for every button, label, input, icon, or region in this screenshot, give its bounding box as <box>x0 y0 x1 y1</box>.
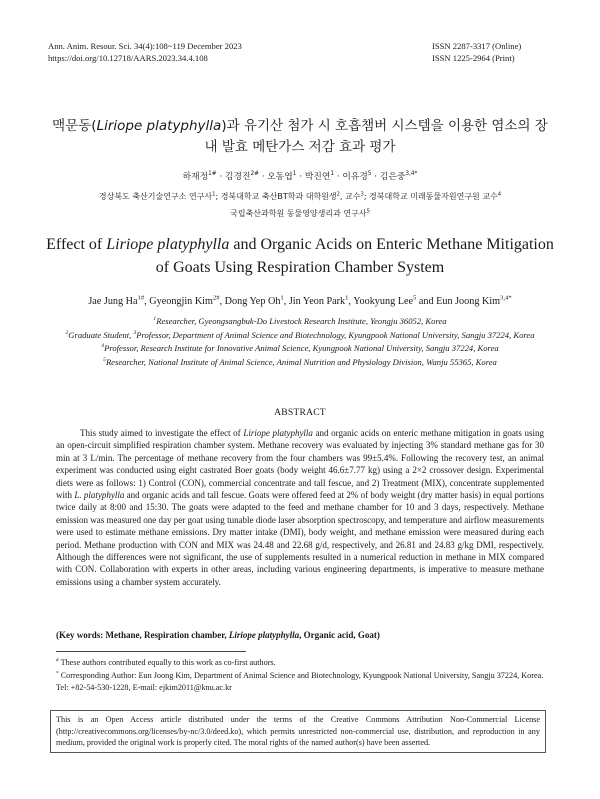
abstract-body: This study aimed to investigate the effect of Liriope platyphylla and organic acids on enteric methane mitigation in goats using an open-circuit simplified respiration chamber system. Methane recovery was evaluated by injecting 3% standard methane gas for 30 min at 3 L/min. The percentage of methane recovery from the four chambers was 99±5.4%. Following the recovery test, an animal experiment was conducted using eight castrated Boer goats (body weight 46.6±7.77 kg) using a 2×2 crossover design. Experimental diets were as follows: 1) Control (CON), commercial concentrate and tall fescue, and 2) Treatment (MIX), concentrate supplemented with L. platyphylla and organic acids and tall fescue. Goats were offered feed at 2% of body weight (dry matter basis) in equal portions twice daily at 8:00 and 15:30. The goats were adapted to the feed and methane chamber for 10 and 3 days, respectively. Methane emission was measured one day per goat using tunable diode laser absorption spectroscopy, and temperature and airflow measurements were used to estimate methane emissions. Dry matter intake (DMI), body weight, and methane emission were measured during each period. Methane production with CON and MIX was 24.48 and 22.68 g/d, respectively, and 26.81 and 24.83 g/kg DMI, respectively. Although the differences were not significant, the use of supplements resulted in a numerical reduction in methane in MIX compared with CON. Collaboration with experts in other areas, including various engineering departments, is imperative to measure methane emissions using a chamber system accurately. <box>56 428 544 587</box>
english-author: Gyeongjin Kim$^{2\#}$ <box>149 294 220 307</box>
english-affiliations <box>38 315 562 369</box>
issn-print: ISSN 1225-2964 (Print) <box>432 52 515 63</box>
english-authors: Jae Jung $Ha^{1\#}$, Gyeongjin Kim$^{2\#}$, Dong Yep Oh$^1$, Jin Yeon Park$^1$, Yookyung Lee$^5$ and Eun Joong Kim$^{3,4*}$ <box>88 294 512 307</box>
english-author: Jae Jung $Ha^{1\#}$ <box>88 294 145 307</box>
korean-affiliation-line: 경상북도 축산기술연구소 연구사$^1$; 경북대학교 축산BT학과 대학원생$^2$, 교수$^3$; 경북대학교 미래동물자원연구원 교수$^4$ <box>98 191 502 201</box>
english-title: Effect of Liriope platyphylla and Organic Acids on Enteric Methane Mitigation of Goats Using Respiration Chamber System <box>46 236 554 276</box>
korean-title-species: Liriope platyphylla <box>96 118 222 134</box>
issn-online: ISSN 2287-3317 (Online) <box>432 41 522 51</box>
english-author: Eun Joong Kim$^{3,4*}$ <box>436 294 512 307</box>
footnote-corresponding: * Corresponding Author: Eun Joong Kim, Department of Animal Science and Biotechnology, Kyungpook National University, Sangju 37224, Korea. Tel: +82-54-530-1228, E-mail: ejkim2011@knu.ac.kr <box>56 670 544 692</box>
english-author: Jin Yeon Park$^1$ <box>288 294 349 307</box>
journal-header <box>48 41 242 64</box>
korean-author: 이유경$^5$ <box>342 171 372 182</box>
affiliation: $^1$Researcher, Gyeongsangbuk-Do Livestock Research Institute, Yeongju 36052, Korea <box>153 316 447 326</box>
abstract-heading: ABSTRACT <box>274 407 326 418</box>
footnote-divider <box>56 651 246 652</box>
korean-title: 맥문동(Liriope platyphylla)과 유기산 첨가 시 호흡챔버 시스템을 이용한 염소의 장 내 발효 메탄가스 저감 효과 평가 <box>52 118 548 155</box>
keywords: (Key words: Methane, Respiration chamber, Liriope platyphylla, Organic acid, Goat) <box>56 630 380 640</box>
issn-block <box>432 41 521 64</box>
korean-author: 김은중$^{3,4*}$ <box>379 171 418 182</box>
korean-affiliation-line: 국립축산과학원 동물영양생리과 연구사$^5$ <box>230 208 370 218</box>
footnote-cofirst: # These authors contributed equally to this work as co-first authors. <box>56 657 276 667</box>
korean-authors: 하재정$^{1\#}$ · 김경진$^{2\#}$ · 오동엽$^1$ · 박진연$^1$ · 이유경$^5$ · 김은중$^{3,4*}$ <box>182 171 418 182</box>
journal-citation: Ann. Anim. Resour. Sci. 34(4):108~119 December 2023 <box>48 41 242 51</box>
korean-author: 하재정$^{1\#}$ <box>182 171 217 182</box>
korean-author: 박진연$^1$ <box>304 171 334 182</box>
doi-link[interactable]: https://doi.org/10.12718/AARS.2023.34.4.108 <box>48 52 208 63</box>
affiliation: $^2$Graduate Student, $^3$Professor, Department of Animal Science and Biotechnology, Kyungpook National University, Sangju 37224, Korea <box>65 329 535 340</box>
korean-author: 오동엽$^1$ <box>267 171 297 182</box>
affiliation: $^4$Professor, Research Institute for Innovative Animal Science, Kyungpook National University, Sangju 37224, Korea <box>101 343 499 353</box>
open-access-notice: This is an Open Access article distributed under the terms of the Creative Commons Attribution Non-Commercial License (http://creativecommons.org/licenses/by-nc/3.0/deed.ko), which permits unrestricted non-commercial use, distribution, and reproduction in any medium, provided the original work is properly cited. The moral rights of the named author(s) have been asserted. <box>50 710 546 753</box>
english-author: Dong Yep Oh$^1$ <box>224 294 284 307</box>
korean-author: 김경진$^{2\#}$ <box>224 171 259 182</box>
affiliation: $^5$Researcher, National Institute of Animal Science, Animal Nutrition and Physiology Division, Wanju 55365, Korea <box>103 356 497 367</box>
english-author: Yookyung Lee$^5$ <box>353 294 417 307</box>
korean-affiliations <box>30 188 570 222</box>
english-title-species: Liriope platyphylla <box>106 236 230 253</box>
